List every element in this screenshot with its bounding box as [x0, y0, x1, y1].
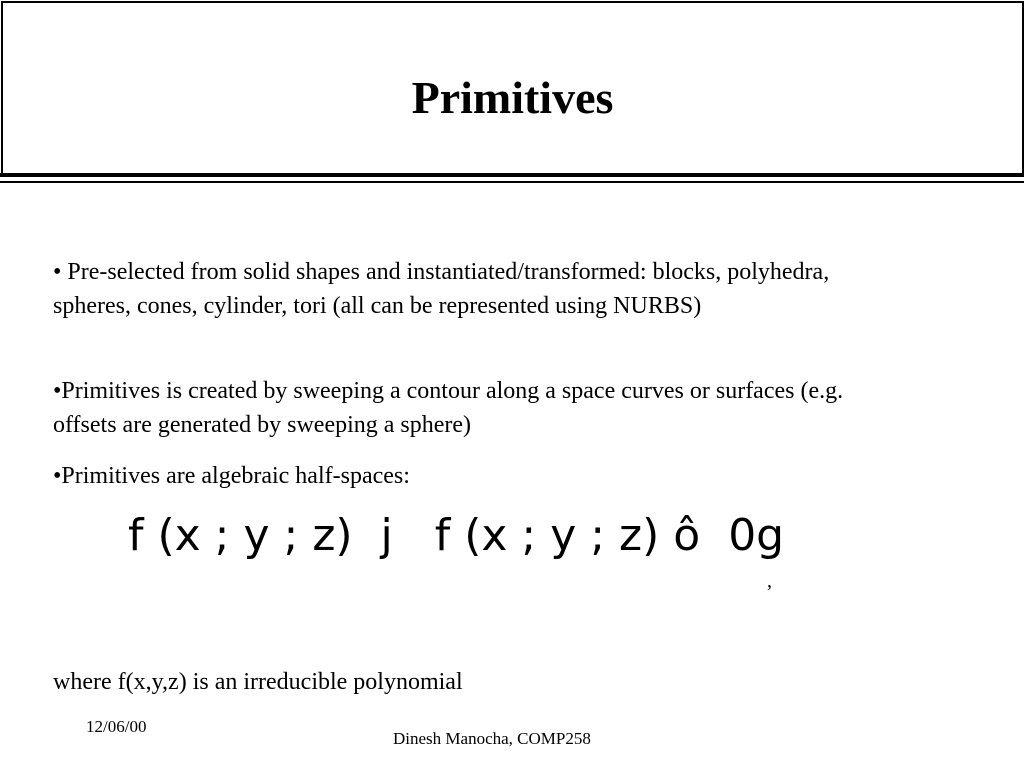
footer-author: Dinesh Manocha, COMP258 — [393, 729, 591, 748]
title-box — [1, 1, 1024, 175]
formula-trailing-comma: , — [767, 570, 772, 592]
bullet-primitives-selection: • Pre-selected from solid shapes and instantiated/transformed: blocks, polyhedra, spheres, cones, cylinder, tori (all can be represented using NURBS) — [53, 259, 830, 319]
title-divider-thick — [0, 173, 1024, 177]
bullet-primitives-sweeping: •Primitives is created by sweeping a contour along a space curves or surfaces (e.g. offsets are generated by sweeping a sphere) — [53, 378, 844, 438]
title-divider-thin — [0, 181, 1024, 183]
footer-date: 12/06/00 — [86, 717, 147, 736]
slide-title: Primitives — [411, 72, 614, 123]
polynomial-note: where f(x,y,z) is an irreducible polynomial — [53, 669, 463, 695]
half-space-formula: f (x ; y ; z) j f (x ; y ; z) ô 0g — [128, 510, 785, 561]
bullet-algebraic-half-spaces: •Primitives are algebraic half-spaces: — [53, 463, 410, 489]
